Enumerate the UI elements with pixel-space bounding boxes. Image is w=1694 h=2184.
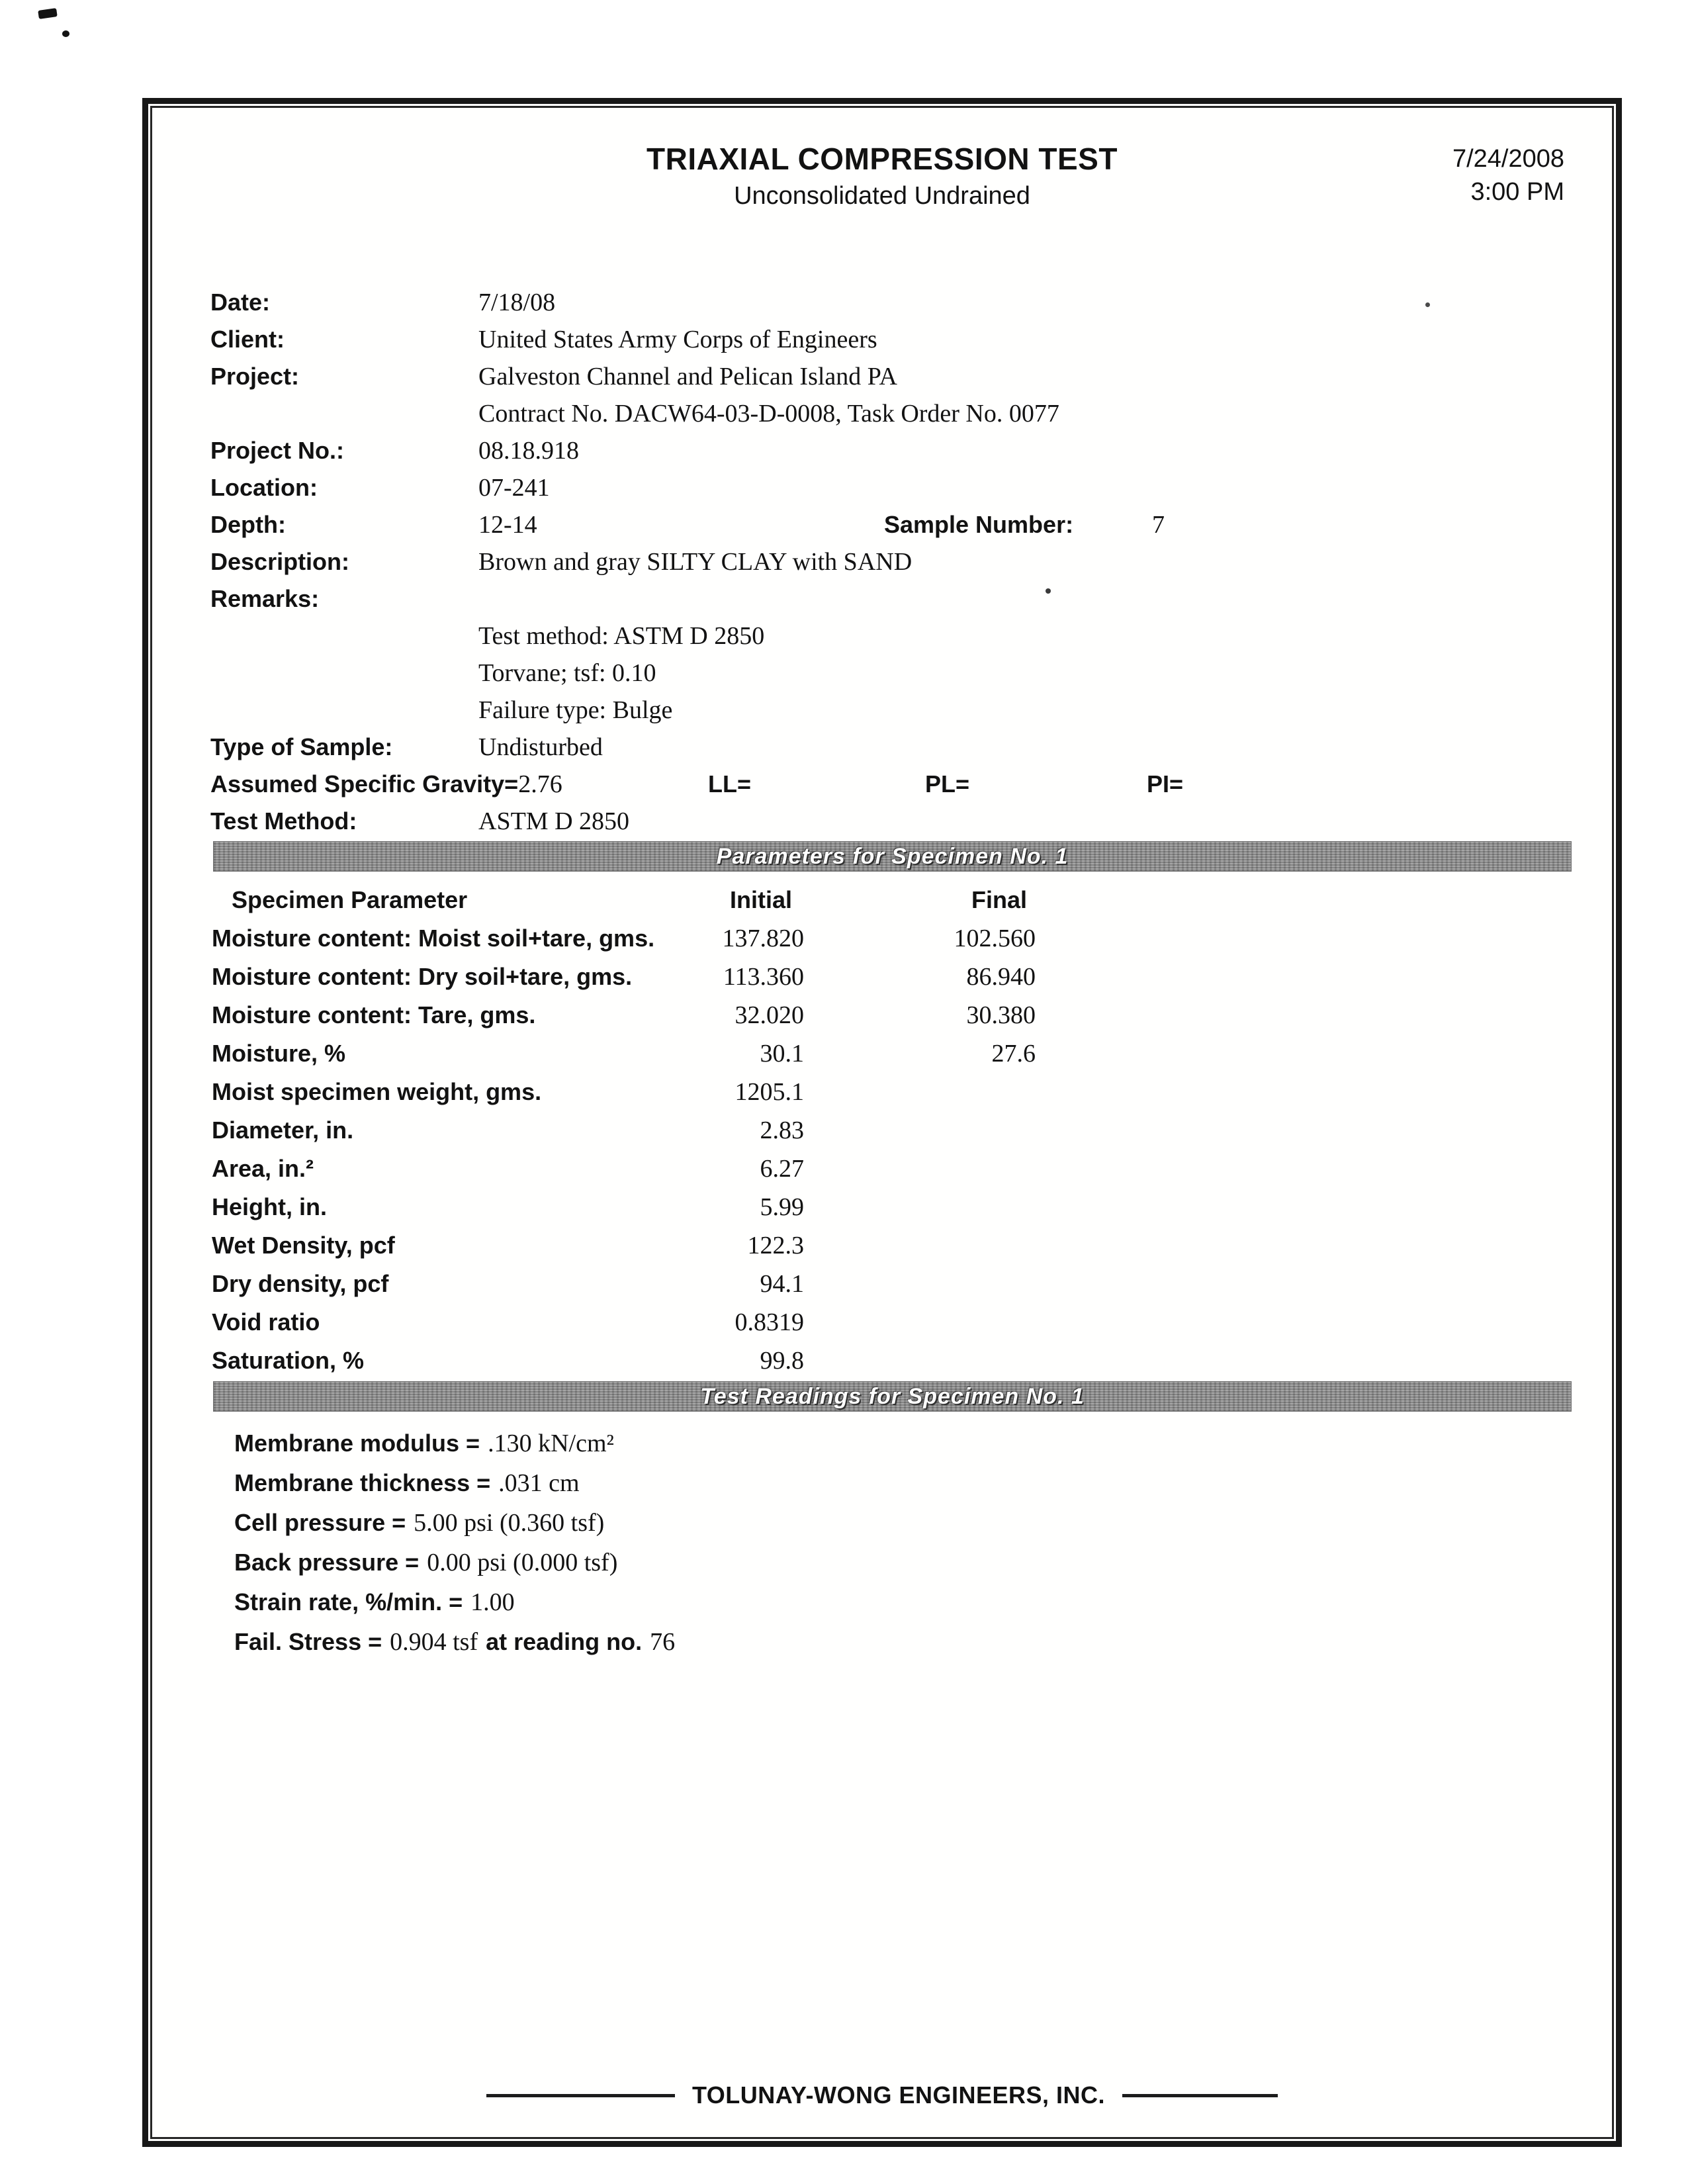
column-header-parameter: Specimen Parameter: [232, 886, 468, 913]
table-row: Moisture content: Moist soil+tare, gms. 137.820 102.560: [212, 925, 1036, 952]
info-row-project: [210, 358, 1616, 395]
document-page: [142, 98, 1622, 2147]
company-name: TOLUNAY-WONG ENGINEERS, INC.: [691, 2081, 1106, 2109]
scan-artifact: [62, 30, 69, 37]
project-value-line2: Contract No. DACW64-03-D-0008, Task Order No. 0077: [478, 400, 1059, 428]
info-row-description: [210, 543, 1616, 580]
reading-line-fail-stress: Fail. Stress = 0.904 tsf at reading no. 76: [234, 1628, 676, 1656]
table-row: Height, in. 5.99: [212, 1193, 804, 1221]
date-label: Date:: [210, 289, 271, 316]
type-of-sample-value: Undisturbed: [478, 733, 603, 761]
reading-line: Back pressure = 0.00 psi (0.000 tsf): [234, 1549, 618, 1576]
reading-line: Membrane thickness = .031 cm: [234, 1469, 580, 1497]
column-header-initial: Initial: [729, 886, 792, 913]
remark-test-method: Test method: ASTM D 2850: [478, 622, 765, 650]
remark-failure-type: Failure type: Bulge: [478, 696, 673, 724]
test-method-value: ASTM D 2850: [478, 807, 630, 835]
info-row-type-of-sample: [210, 729, 1616, 766]
info-row-remarks: [210, 580, 1616, 617]
location-label: Location:: [210, 474, 318, 501]
description-value: Brown and gray SILTY CLAY with SAND: [478, 548, 913, 576]
project-no-label: Project No.:: [210, 437, 345, 464]
specific-gravity-label: Assumed Specific Gravity=: [210, 770, 519, 797]
table-row: Saturation, % 99.8: [212, 1347, 804, 1375]
table-row: Moist specimen weight, gms. 1205.1: [212, 1078, 804, 1106]
table-row: Moisture content: Tare, gms. 32.020 30.380: [212, 1001, 1036, 1029]
table-row: Moisture, % 30.1 27.6: [212, 1040, 1036, 1068]
parameters-table: [148, 881, 1616, 1380]
info-row-remark-2: [210, 655, 1616, 692]
reading-line: Strain rate, %/min. = 1.00: [234, 1588, 515, 1616]
info-row-remark-3: [210, 692, 1616, 729]
table-row: Void ratio 0.8319: [212, 1308, 804, 1336]
info-row-test-method: [210, 803, 1616, 840]
sample-info: [148, 284, 1616, 840]
table-row: Moisture content: Dry soil+tare, gms. 113.360 86.940: [212, 963, 1036, 991]
info-row-depth: [210, 506, 1616, 543]
table-row: Diameter, in. 2.83: [212, 1116, 804, 1144]
location-value: 07-241: [478, 474, 550, 502]
depth-value: 12-14: [478, 511, 537, 539]
project-label: Project:: [210, 363, 300, 390]
client-value: United States Army Corps of Engineers: [478, 326, 877, 353]
info-row-remark-1: [210, 617, 1616, 655]
project-no-value: 08.18.918: [478, 437, 579, 465]
info-row-client: [210, 321, 1616, 358]
print-time: 3:00 PM: [1470, 178, 1564, 206]
info-row-location: [210, 469, 1616, 506]
test-readings-section-banner: [213, 1381, 1572, 1412]
reading-line: Membrane modulus = .130 kN/cm²: [234, 1430, 614, 1457]
type-of-sample-label: Type of Sample:: [210, 733, 393, 760]
report-subtitle: Unconsolidated Undrained: [734, 182, 1030, 210]
info-row-project-no: [210, 432, 1616, 469]
info-row-project-contract: [210, 395, 1616, 432]
sample-number-label: Sample Number:: [884, 511, 1074, 538]
document-content: [148, 104, 1616, 2141]
date-value: 7/18/08: [478, 289, 556, 316]
print-datetime: [1452, 142, 1564, 208]
reading-line: Cell pressure = 5.00 psi (0.360 tsf): [234, 1509, 605, 1537]
parameters-banner-title: Parameters for Specimen No. 1: [716, 843, 1069, 869]
remarks-label: Remarks:: [210, 585, 320, 612]
print-date: 7/24/2008: [1452, 145, 1564, 173]
page-footer: [148, 2081, 1616, 2109]
parameters-section-banner: [213, 841, 1572, 872]
specific-gravity-value: 2.76: [518, 770, 562, 798]
report-header: [148, 141, 1616, 228]
pi-label: PI=: [1147, 770, 1184, 797]
info-row-date: [210, 284, 1616, 321]
report-title: TRIAXIAL COMPRESSION TEST: [646, 142, 1118, 176]
project-value-line1: Galveston Channel and Pelican Island PA: [478, 363, 897, 390]
ll-label: LL=: [708, 770, 752, 797]
pl-label: PL=: [925, 770, 970, 797]
table-row: Wet Density, pcf 122.3: [212, 1232, 804, 1259]
client-label: Client:: [210, 326, 285, 353]
footer-rule-right: [1122, 2094, 1278, 2097]
depth-label: Depth:: [210, 511, 286, 538]
scan-artifact: [38, 8, 58, 19]
table-row: Dry density, pcf 94.1: [212, 1270, 804, 1298]
test-readings: [148, 1424, 1616, 1662]
parameters-table-header: [212, 881, 1616, 919]
test-method-label: Test Method:: [210, 807, 357, 835]
test-readings-banner-title: Test Readings for Specimen No. 1: [700, 1383, 1085, 1409]
info-row-specific-gravity: [210, 766, 1616, 803]
table-row: Area, in.² 6.27: [212, 1155, 804, 1183]
sample-number-value: 7: [1152, 511, 1165, 539]
remark-torvane: Torvane; tsf: 0.10: [478, 659, 656, 687]
footer-rule-left: [486, 2094, 675, 2097]
column-header-final: Final: [971, 886, 1027, 913]
description-label: Description:: [210, 548, 350, 575]
